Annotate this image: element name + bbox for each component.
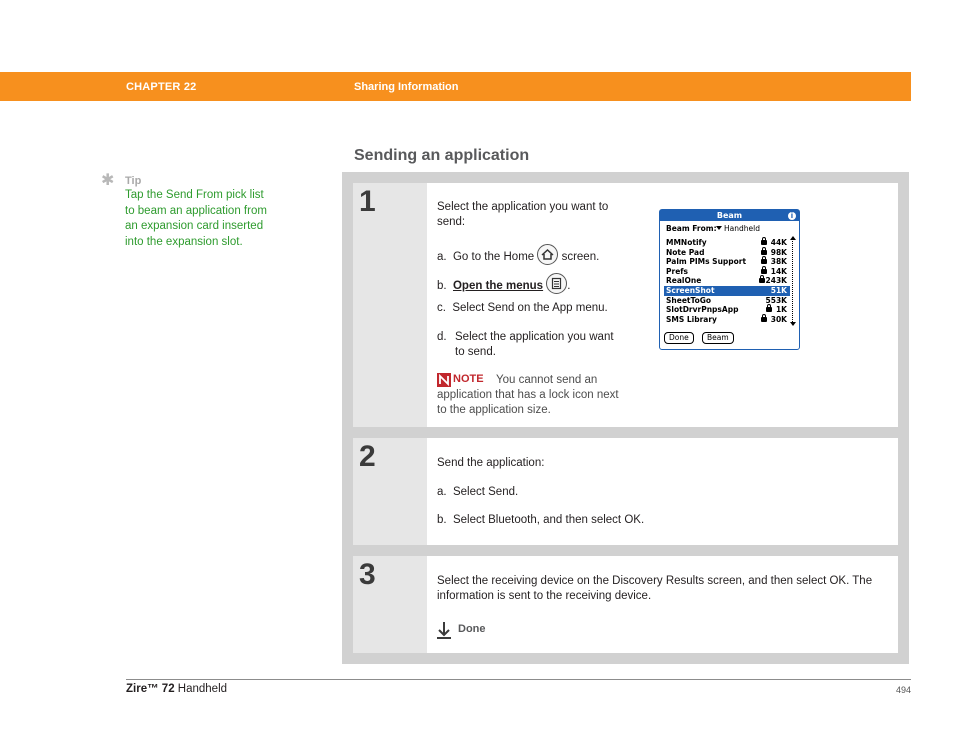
step-number: 1 [359, 185, 376, 218]
substep-after: . [567, 280, 571, 292]
info-icon: i [788, 212, 796, 220]
substep-prefix: b. [437, 514, 447, 526]
substep-prefix: d. [437, 331, 447, 343]
chapter-header-bar [0, 72, 911, 101]
step-number: 3 [359, 558, 376, 591]
list-item: SheetToGo 553K [666, 295, 787, 305]
step-number-cell [353, 556, 427, 653]
footer-product [126, 683, 227, 695]
step-2 [353, 438, 898, 545]
beam-from-label: Beam From: [666, 224, 717, 233]
note-text: You cannot send an application that has a lock icon next to the application size. [437, 374, 619, 416]
substep-a [437, 244, 637, 265]
palm-done-button: Done [664, 332, 694, 344]
list-item: Prefs 14K [666, 266, 787, 276]
step-intro: Send the application: [437, 457, 545, 469]
section-title: Sending an application [354, 147, 530, 164]
tip-text: Tap the Send From pick list to beam an application from an expansion card inserted into the expansion slot. [125, 189, 267, 248]
palm-beam-button: Beam [702, 332, 734, 344]
list-item: Palm PIMs Support 38K [666, 257, 787, 267]
tip-label: Tip [125, 175, 142, 187]
step-1 [353, 183, 898, 427]
product-suffix: Handheld [177, 683, 228, 695]
substep-text: Select Bluetooth, and then select OK. [452, 514, 645, 526]
product-model: 72 [161, 683, 175, 695]
lock-icon [761, 240, 767, 245]
footer-divider [126, 679, 911, 680]
list-item: Note Pad 98K [666, 247, 787, 257]
list-item: RealOne 243K [666, 276, 787, 286]
home-icon[interactable] [537, 244, 558, 265]
menu-icon[interactable] [546, 273, 567, 294]
step-number-cell [353, 183, 427, 427]
substep-text: Select Send. [452, 486, 519, 498]
lock-icon [766, 307, 772, 312]
substep-d [437, 330, 637, 360]
substep-text: Select Send on the App menu. [452, 302, 608, 314]
step-number-cell [353, 438, 427, 545]
note-label: NOTE [453, 373, 484, 385]
application-list [664, 238, 790, 324]
substep-a [437, 485, 837, 500]
substep-b [437, 513, 837, 528]
beam-from-value: Handheld [724, 224, 760, 233]
substep-text: Go to the Home [452, 251, 535, 263]
done-indicator [437, 622, 486, 645]
list-item: MMNotify 44K [666, 238, 787, 247]
steps-panel [342, 172, 909, 664]
lock-icon [761, 259, 767, 264]
page-number: 494 [895, 685, 911, 695]
substep-text: Select the application you want to send. [455, 331, 614, 358]
step-3 [353, 556, 898, 653]
step-text: Select the receiving device on the Discovery Results screen, and then select OK. The information is sent to the receiving device. [437, 575, 873, 602]
substep-prefix: b. [437, 280, 447, 292]
down-arrow-icon [437, 622, 453, 640]
beam-dialog-title: Beam [660, 210, 799, 221]
dropdown-triangle-icon [716, 226, 722, 230]
list-item: SlotDrvrPnpsApp 1K [666, 305, 787, 315]
list-item: SMS Library 30K [666, 314, 787, 324]
step-intro: Select the application you want to send: [437, 201, 609, 228]
beam-screenshot [659, 209, 800, 350]
step-number: 2 [359, 440, 376, 473]
chapter-label: CHAPTER 22 [126, 81, 197, 93]
substep-b [437, 273, 637, 294]
product-prefix: Zire™ [126, 683, 159, 695]
lock-icon [759, 278, 765, 283]
done-label: Done [458, 623, 486, 635]
substep-after: screen. [561, 251, 600, 263]
list-scrollbar [792, 238, 797, 324]
list-item-selected: ScreenShot 51K [664, 286, 790, 296]
lock-icon [761, 269, 767, 274]
substep-prefix: c. [437, 302, 446, 314]
substep-c [437, 301, 637, 316]
lock-icon [761, 317, 767, 322]
substep-prefix: a. [437, 251, 447, 263]
substep-prefix: a. [437, 486, 447, 498]
section-label: Sharing Information [354, 81, 459, 93]
lock-icon [761, 250, 767, 255]
open-menus-link[interactable]: Open the menus [452, 280, 544, 292]
tip-asterisk-icon: ✱ [101, 172, 115, 189]
